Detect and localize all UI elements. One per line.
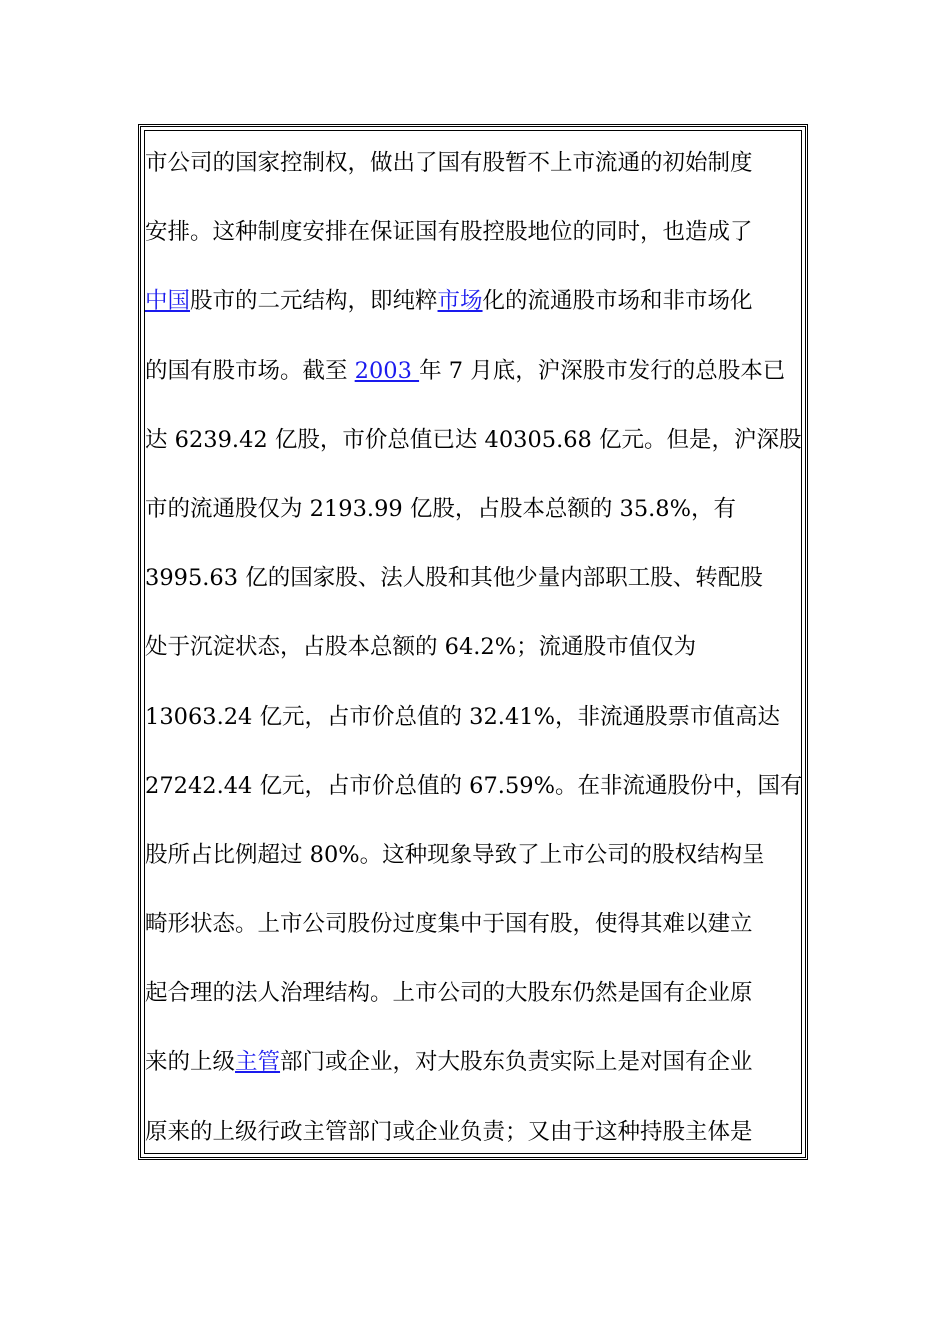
text-run: 原来的上级行政主管部门或企业负责；又由于这种持股主体是 [145, 1118, 753, 1145]
text-run: 处于沉淀状态，占股本总额的 64.2%；流通股市值仅为 [145, 634, 697, 661]
text-line [145, 348, 810, 417]
link-market[interactable]: 市场 [437, 288, 483, 315]
text-run: 股市的二元结构，即纯粹 [190, 288, 438, 315]
text-line [145, 140, 810, 209]
text-run: 安排。这种制度安排在保证国有股控股地位的同时，也造成了 [145, 219, 753, 246]
text-line [145, 624, 810, 693]
text-run: 13063.24 亿元，占市价总值的 32.41%，非流通股票市值高达 [145, 703, 780, 730]
text-line [145, 694, 810, 763]
text-line [145, 1039, 810, 1108]
link-competent-authority[interactable]: 主管 [235, 1049, 281, 1076]
text-line [145, 486, 810, 555]
text-line [145, 209, 810, 278]
text-run: 化的流通股市场和非市场化 [482, 288, 753, 315]
text-run: 达 6239.42 亿股，市价总值已达 40305.68 亿元。但是，沪深股 [145, 426, 802, 453]
link-2003[interactable]: 2003 [354, 357, 420, 384]
text-line [145, 555, 810, 624]
text-run: 年 7 月底，沪深股市发行的总股本已 [419, 357, 786, 384]
text-run: 股所占比例超过 80%。这种现象导致了上市公司的股权结构呈 [145, 841, 765, 868]
document-body [145, 140, 810, 1178]
text-run: 27242.44 亿元，占市价总值的 67.59%。在非流通股份中，国有 [145, 772, 803, 799]
text-run: 畸形状态。上市公司股份过度集中于国有股，使得其难以建立 [145, 911, 753, 938]
text-line [145, 417, 810, 486]
text-line [145, 901, 810, 970]
text-line [145, 832, 810, 901]
text-line [145, 1109, 810, 1178]
text-run: 部门或企业，对大股东负责实际上是对国有企业 [280, 1049, 753, 1076]
text-run: 起合理的法人治理结构。上市公司的大股东仍然是国有企业原 [145, 980, 753, 1007]
text-run: 市公司的国家控制权，做出了国有股暂不上市流通的初始制度 [145, 150, 753, 176]
text-run: 来的上级 [145, 1049, 236, 1076]
text-run: 市的流通股仅为 2193.99 亿股，占股本总额的 35.8%，有 [145, 495, 736, 522]
link-china[interactable]: 中国 [145, 288, 191, 315]
text-run: 3995.63 亿的国家股、法人股和其他少量内部职工股、转配股 [145, 565, 763, 592]
text-run: 的国有股市场。截至 [145, 357, 355, 384]
text-line [145, 763, 810, 832]
text-line [145, 970, 810, 1039]
text-line [145, 278, 810, 347]
